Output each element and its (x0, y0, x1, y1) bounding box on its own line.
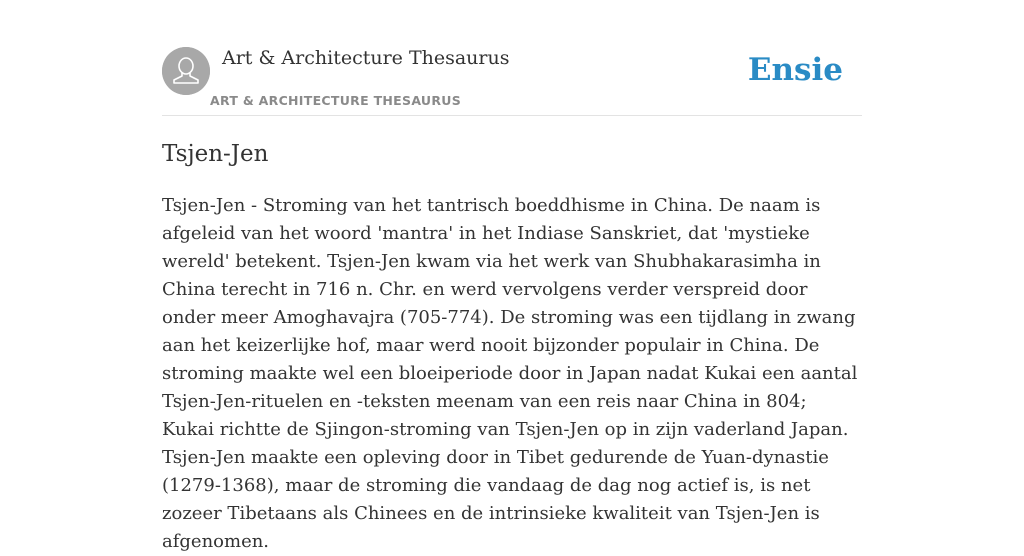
article-body: Tsjen-Jen - Stroming van het tantrisch boeddhisme in China. De naam is afgeleid van het woord 'mantra' in het Indiase Sanskriet, dat 'mystieke wereld' betekent. Tsjen-Jen kwam via het werk van Shubhakarasimha in China terecht in 716 n. Chr. en werd vervolgens verder verspreid door onder meer Amoghavajra (705-774). De stroming was een tijdlang in zwang aan het keizerlijke hof, maar werd nooit bijzonder populair in China. De stroming maakte wel een bloeiperiode door in Japan nadat Kukai een aantal Tsjen-Jen-rituelen en -teksten meenam van een reis naar China in 804; Kukai richtte de Sjingon-stroming van Tsjen-Jen op in zijn vaderland Japan. Tsjen-Jen maakte een opleving door in Tibet gedurende de Yuan-dynastie (1279-1368), maar de stroming die vandaag de dag nog actief is, is net zozeer Tibetaans als Chinees en de intrinsieke kwaliteit van Tsjen-Jen is afgenomen. (162, 195, 858, 552)
ensie-logo[interactable]: Ensie (747, 52, 843, 88)
user-silhouette-icon[interactable] (162, 47, 210, 95)
source-title[interactable]: Art & Architecture Thesaurus (222, 47, 510, 69)
article-title: Tsjen-Jen (162, 141, 269, 167)
source-subtitle[interactable]: ART & ARCHITECTURE THESAURUS (210, 93, 462, 108)
source-header (162, 0, 862, 116)
